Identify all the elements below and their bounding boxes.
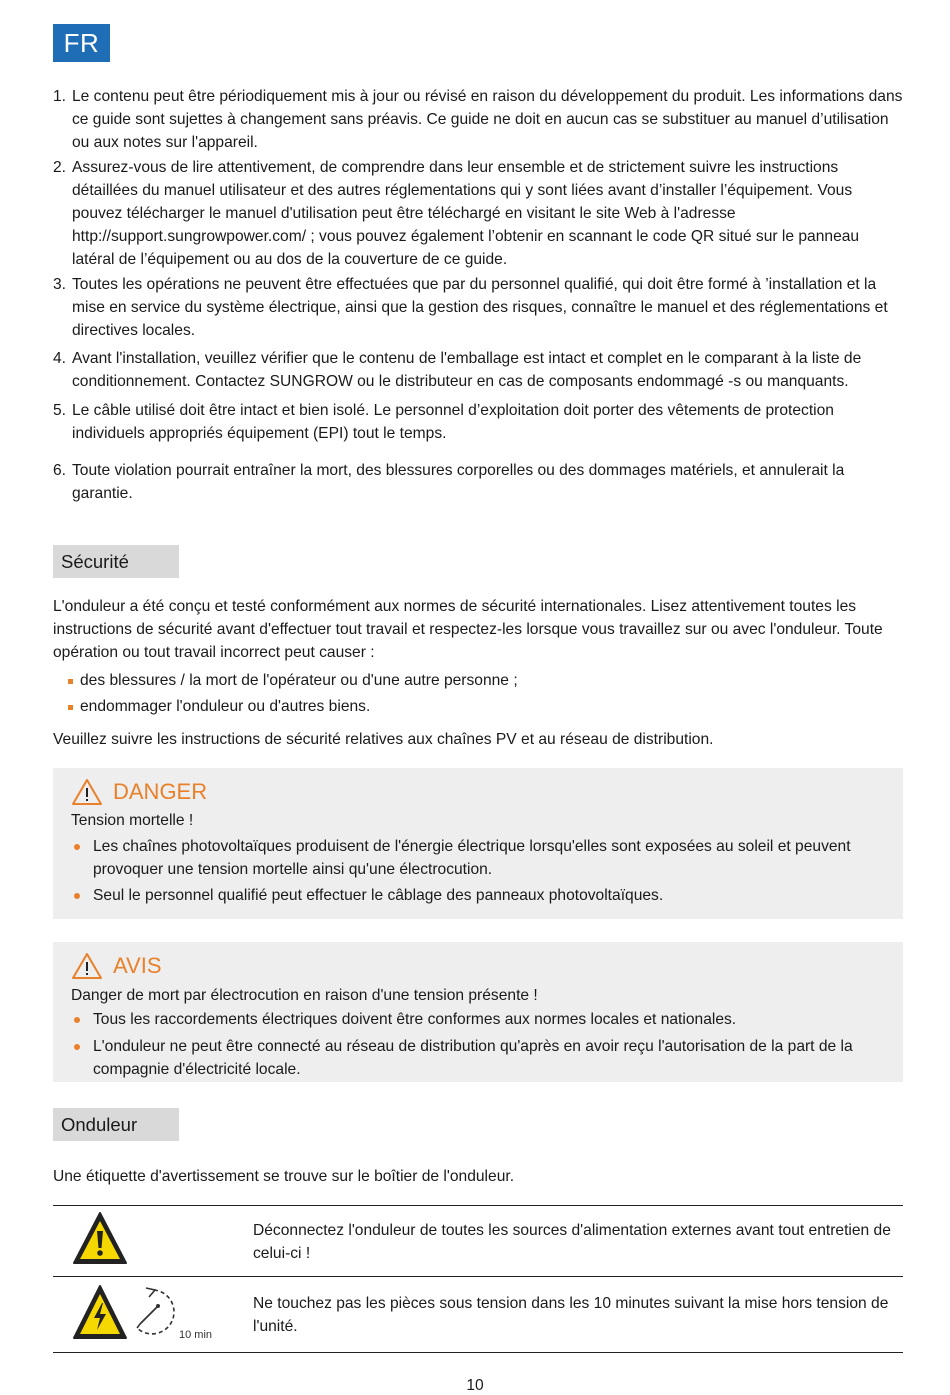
intro-item: 6. Toute violation pourrait entraîner la mort, des blessures corporelles ou des dommages matériels, et annulerait la garantie. [53,462,845,503]
label-icon-cell [53,1206,253,1276]
intro-item: 3. Toutes les opérations ne peuvent être effectuées que par du personnel qualifié, qui doit être formé à ’installation et la mise en service du système électrique, ainsi que la gestion des risques, connaître le manuel et des réglementations et directives locales. [53,275,888,340]
label-icon-cell [53,1277,253,1352]
intro-item: 1. Le contenu peut être périodiquement mis à jour ou révisé en raison du développement du produit. Les informations dans ce guide sont sujettes à changement sans préavis. Ce guide ne doit en aucun cas se substituer au manuel d’utilisation ou aux notes sur l'appareil. [53,88,903,152]
section-heading-inverter: Onduleur [53,1108,179,1141]
warning-triangle-icon [71,952,103,980]
warning-triangle-icon [71,778,103,806]
notice-box [53,942,903,1082]
language-badge: FR [53,24,110,62]
label-text: Ne touchez pas les pièces sous tension dans les 10 minutes suivant la mise hors tension de l'unité. [253,1295,889,1336]
timer-label: 10 min [179,1329,213,1341]
section-heading-safety: Sécurité [53,545,179,578]
notice-list [71,1008,886,1082]
bullet-dot-icon [74,1044,80,1050]
risk-list [53,668,903,720]
bullet-square-icon [68,705,73,710]
notice-lead: Danger de mort par électrocution en raison d'une tension présente ! [71,987,538,1004]
bullet-dot-icon [74,844,80,850]
danger-title: DANGER [71,778,207,806]
general-warning-icon [71,1210,129,1266]
bullet-dot-icon [74,1017,80,1023]
intro-list [53,85,903,505]
bullet-square-icon [68,679,73,684]
list-item: Les chaînes photovoltaïques produisent de l'énergie électrique lorsqu'elles sont exposées au soleil et peuvent provoquer une tension mortelle ainsi qu'une électrocution. [71,835,886,881]
high-voltage-icon [71,1283,129,1341]
intro-item: 5. Le câble utilisé doit être intact et bien isolé. Le personnel d’exploitation doit porter des vêtements de protection individuels appropriés équipement (EPI) tout le temps. [53,401,834,442]
table-row [53,1276,903,1353]
intro-item: 2. Assurez-vous de lire attentivement, de comprendre dans leur ensemble et de strictement suivre les instructions détaillées du manuel utilisateur et des autres réglementations qui y sont liées avant d’installer l’équipement. Vous pouvez télécharger le manuel d'utilisation peut être téléchargé en visitant le site Web à l'adresse http://support.sungrowpower.com/ ; vous pouvez également l’obtenir en scannant le code QR situé sur le panneau latéral de l’équipement ou au dos de la couverture de ce guide. [53,158,860,269]
page-number: 10 [466,1377,484,1394]
intro-item: 4. Avant l'installation, veuillez vérifier que le contenu de l'emballage est intact et complet en le comparant à la liste de conditionnement. Contactez SUNGROW ou le distributeur en cas de composants endommagé -s ou manquants. [53,350,862,391]
list-item: des blessures / la mort de l'opérateur ou d'une autre personne ; [53,668,903,694]
bullet-dot-icon [74,893,80,899]
danger-list [71,835,886,908]
warning-label-table [53,1205,903,1353]
inverter-intro: Une étiquette d'avertissement se trouve sur le boîtier de l'onduleur. [53,1168,515,1185]
timer-icon [128,1284,180,1342]
list-item: L'onduleur ne peut être connecté au réseau de distribution qu'après en avoir reçu l'autorisation de la part de la compagnie d'électricité locale. [71,1035,886,1081]
list-item: endommager l'onduleur ou d'autres biens. [53,694,903,720]
label-text: Déconnectez l'onduleur de toutes les sources d'alimentation externes avant tout entretien de celui-ci ! [253,1222,891,1263]
safety-follow: Veuillez suivre les instructions de sécurité relatives aux chaînes PV et au réseau de distribution. [53,731,714,748]
notice-title: AVIS [71,952,162,980]
list-item: Tous les raccordements électriques doivent être conformes aux normes locales et nationales. [71,1008,886,1031]
table-row [53,1205,903,1276]
danger-box [53,768,903,919]
safety-intro: L'onduleur a été conçu et testé conformément aux normes de sécurité internationales. Lisez attentivement toutes les instructions de sécurité avant d'effectuer tout travail et respectez-les lorsque vous travaillez sur ou avec l'onduleur. Toute opération ou tout travail incorrect peut causer : [53,598,883,662]
list-item: Seul le personnel qualifié peut effectuer le câblage des panneaux photovoltaïques. [71,884,886,907]
danger-lead: Tension mortelle ! [71,812,194,829]
